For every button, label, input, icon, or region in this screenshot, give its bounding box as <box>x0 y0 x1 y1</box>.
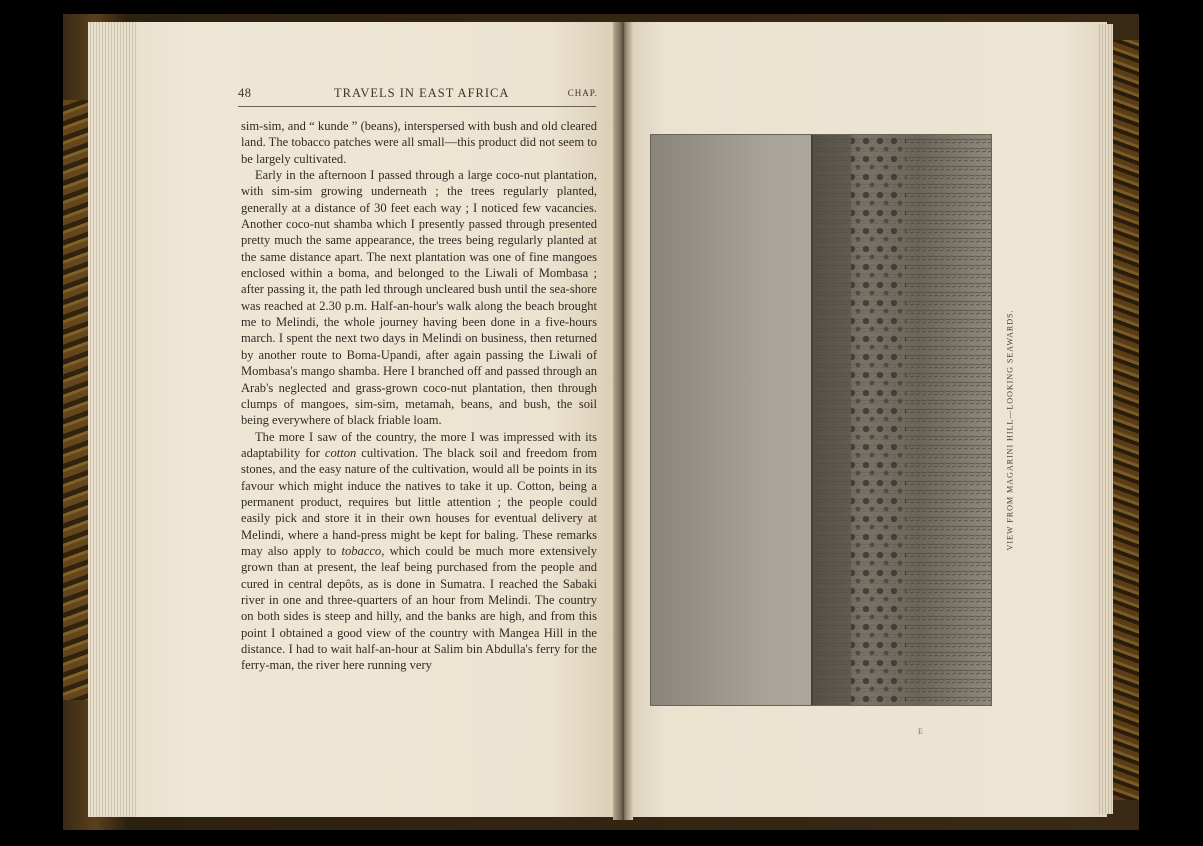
chapter-label: CHAP. <box>567 88 598 98</box>
signature-mark: E <box>918 727 923 736</box>
book-gutter <box>613 22 633 820</box>
plate-caption <box>1002 310 1018 550</box>
running-head <box>238 86 598 102</box>
italic-tobacco: tobacco <box>341 543 382 558</box>
body-text <box>241 118 597 674</box>
paragraph-1: sim-sim, and “ kunde ” (beans), interspersed with bush and old cleared land. The tobacco patches were all small—this product did not seem to be largely cultivated. <box>241 119 597 166</box>
plate-caption-text: VIEW FROM MAGARINI HILL—LOOKING SEAWARDS. <box>1005 309 1015 551</box>
page-number: 48 <box>238 86 252 100</box>
italic-cotton: cotton <box>324 445 357 460</box>
paragraph-3-part-b: cultivation. The black soil and freedom from stones, and the easy nature of the cultivation, would all be points in its favour which might induce the natives to take it up. Cotton, being a permanent product, requires but little attention ; the people could easily pick and store it in their own houses for eventual delivery at Melindi, where a hand-press might be kept for baling. These remarks may also apply to <box>241 445 598 558</box>
marbled-cover-left <box>63 100 91 700</box>
paragraph-3-part-a: The more I saw of the country, the more I was impressed with its adaptability for <box>241 429 597 460</box>
header-rule <box>238 106 596 107</box>
paragraph-3-part-c: , which could be much more extensively grown than at present, the leaf being purchased from the people and cured in central depôts, as is done in Sumatra. I reached the Sabaki river in one and three-quarters of an hour from Melindi. The country on both sides is steep and hilly, and the banks are high, and from this point I obtained a good view of the country with Mangea Hill in the distance. I had to wait half-an-hour at Salim bin Abdulla's ferry for the ferry-man, the river here running very <box>241 543 598 673</box>
paragraph-3 <box>241 429 597 674</box>
running-title: TRAVELS IN EAST AFRICA <box>334 86 510 100</box>
marbled-cover-right <box>1113 40 1139 800</box>
paragraph-2: Early in the afternoon I passed through a large coco-nut plantation, with sim-sim growing underneath ; the trees regularly planted, generally at a distance of 30 feet each way ; I noticed few vacancies. Another coco-nut shamba which I presently passed through presented pretty much the same appearance, the trees being regularly planted at the same distance apart. The next plantation was one of fine mangoes enclosed within a boma, and belonged to the Liwali of Mombasa ; after passing it, the path led through uncleared bush until the sea-shore was reached at 2.30 p.m. Half-an-hour's walk along the beach brought me to Melindi, the whole journey having been done in a five-hours march. I spent the next two days in Melindi on business, then returned by another route to Boma-Upandi, after again passing the Liwali of Mombasa's mango shamba. Here I branched off and passed through an Arab's neglected and grass-grown coco-nut plantation, then through clumps of mangoes, sim-sim, metamah, beans, and bush, the soil being everywhere of black friable loam. <box>241 168 597 428</box>
page-stack-right <box>1097 24 1113 814</box>
landscape-photograph <box>651 135 991 705</box>
photo-plate <box>650 134 992 706</box>
